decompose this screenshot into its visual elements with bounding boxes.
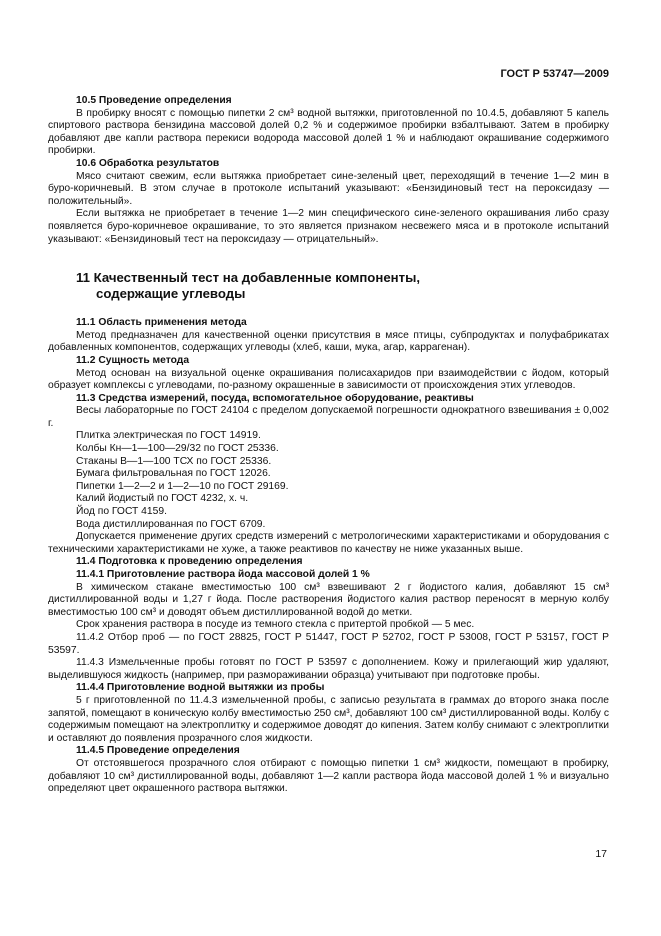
paragraph-11-1: Метод предназначен для качественной оценки присутствия в мясе птицы, субпродуктах и полуфабрикатах добавленных компонентов, содержащих углеводы (хлеб, каши, мука, агар, каррагенан). (48, 329, 609, 354)
heading-10-6: 10.6 Обработка результатов (76, 157, 220, 169)
equipment-item: Плитка электрическая по ГОСТ 14919. (76, 430, 261, 442)
page-number: 17 (595, 848, 607, 860)
equipment-item: Вода дистиллированная по ГОСТ 6709. (76, 518, 266, 530)
equipment-item: Пипетки 1—2—2 и 1—2—10 по ГОСТ 29169. (76, 480, 289, 492)
equipment-item: Йод по ГОСТ 4159. (76, 506, 167, 518)
heading-11-4: 11.4 Подготовка к проведению определения (76, 556, 303, 568)
equipment-item: Стаканы В—1—100 ТСХ по ГОСТ 25336. (76, 455, 272, 467)
paragraph-10-6-2: Если вытяжка не приобретает в течение 1—2 мин специфического сине-зеленого окрашивания либо сразу появляется буро-коричневое окрашивание, то это является признаком несвежего мяса и в протоколе испытаний указывают: «Бензидиновый тест на пероксидазу — отрицательный». (48, 208, 609, 245)
heading-11-2: 11.2 Сущность метода (76, 354, 190, 366)
heading-11-4-1: 11.4.1 Приготовление раствора йода массовой долей 1 % (76, 569, 370, 580)
heading-11-3: 11.3 Средства измерений, посуда, вспомогательное оборудование, реактивы (76, 392, 474, 404)
paragraph-11-4-1-2: Срок хранения раствора в посуде из темного стекла с притертой пробкой — 5 мес. (76, 619, 475, 631)
document-body (48, 95, 609, 796)
paragraph-11-4-3: 11.4.3 Измельченные пробы готовят по ГОСТ Р 53597 с дополнением. Кожу и прилегающий жир удаляют, выделившуюся жидкость (например, при размораживании образца) учитывают при подготовке пробы. (48, 657, 609, 681)
paragraph-10-6-1: Мясо считают свежим, если вытяжка приобретает сине-зеленый цвет, переходящий в течение 1—2 мин в буро-коричневый. В этом случае в протоколе испытаний указывают: «Бензидиновый тест на пероксидазу — положительный». (48, 170, 609, 207)
paragraph-11-3-intro: Весы лабораторные по ГОСТ 24104 с пределом допускаемой погрешности однократного взвешивания ± 0,002 г. (48, 405, 609, 429)
section-11-title-line1: 11 Качественный тест на добавленные компоненты, (76, 270, 420, 286)
paragraph-11-4-5: От отстоявшегося прозрачного слоя отбирают с помощью пипетки 1 см³ жидкости, помещают в пробирку, добавляют 10 см³ дистиллированной воды, добавляют 1—2 капли раствора йода массовой долей 1 % и визуально определяют цвет окрашенного раствора вытяжки. (48, 757, 609, 795)
heading-10-5: 10.5 Проведение определения (76, 95, 232, 106)
heading-11-4-5: 11.4.5 Проведение определения (76, 745, 240, 757)
paragraph-10-5: В пробирку вносят с помощью пипетки 2 см³ водной вытяжки, приготовленной по 10.4.5, добавляют 5 капель спиртового раствора бензидина массовой долей 0,2 % и содержимое пробирки взбалтывают. Затем в пробирку добавляют две капли раствора перекиси водорода массовой долей 1 % и наблюдают окрашивание содержимого пробирки. (48, 107, 609, 157)
standard-header: ГОСТ Р 53747—2009 (500, 68, 609, 80)
paragraph-11-2: Метод основан на визуальной оценке окрашивания полисахаридов при взаимодействии с йодом, который образует комплексы с углеводами, по-разному окрашенные в зависимости от происхождения этих углеводов. (48, 367, 609, 392)
equipment-item: Бумага фильтровальная по ГОСТ 12026. (76, 468, 271, 480)
section-11-title-line2: содержащие углеводы (96, 286, 246, 302)
heading-11-4-4: 11.4.4 Приготовление водной вытяжки из пробы (76, 682, 325, 694)
paragraph-11-3-note: Допускается применение других средств измерений с метрологическими характеристиками и оборудования с техническими характеристиками не хуже, а также реактивов по качеству не ниже указанных выше. (48, 531, 609, 555)
heading-11-1: 11.1 Область применения метода (76, 317, 247, 329)
paragraph-11-4-1-1: В химическом стакане вместимостью 100 см³ взвешивают 2 г йодистого калия, добавляют 15 см³ дистиллированной воды и 1,27 г йода. После растворения йодистого калия раствор переносят в мерную колбу вместимостью 100 см³ и доводят объем дистиллированной водой до метки. (48, 581, 609, 618)
paragraph-11-4-2: 11.4.2 Отбор проб — по ГОСТ 28825, ГОСТ Р 51447, ГОСТ Р 52702, ГОСТ Р 53008, ГОСТ Р 53157, ГОСТ Р 53597. (48, 631, 609, 656)
equipment-item: Калий йодистый по ГОСТ 4232, х. ч. (76, 493, 249, 505)
paragraph-11-4-4: 5 г приготовленной по 11.4.3 измельченной пробы, с записью результата в граммах до второго знака после запятой, помещают в коническую колбу вместимостью 250 см³, добавляют 100 см³ дистиллированной воды. Колбу с содержимым помещают на электроплитку и содержимое доводят до кипения. Затем колбу снимают с электроплитки и оставляют до появления прозрачного слоя жидкости. (48, 694, 609, 744)
equipment-item: Колбы Кн—1—100—29/32 по ГОСТ 25336. (76, 443, 279, 455)
section-11-title (48, 270, 609, 302)
